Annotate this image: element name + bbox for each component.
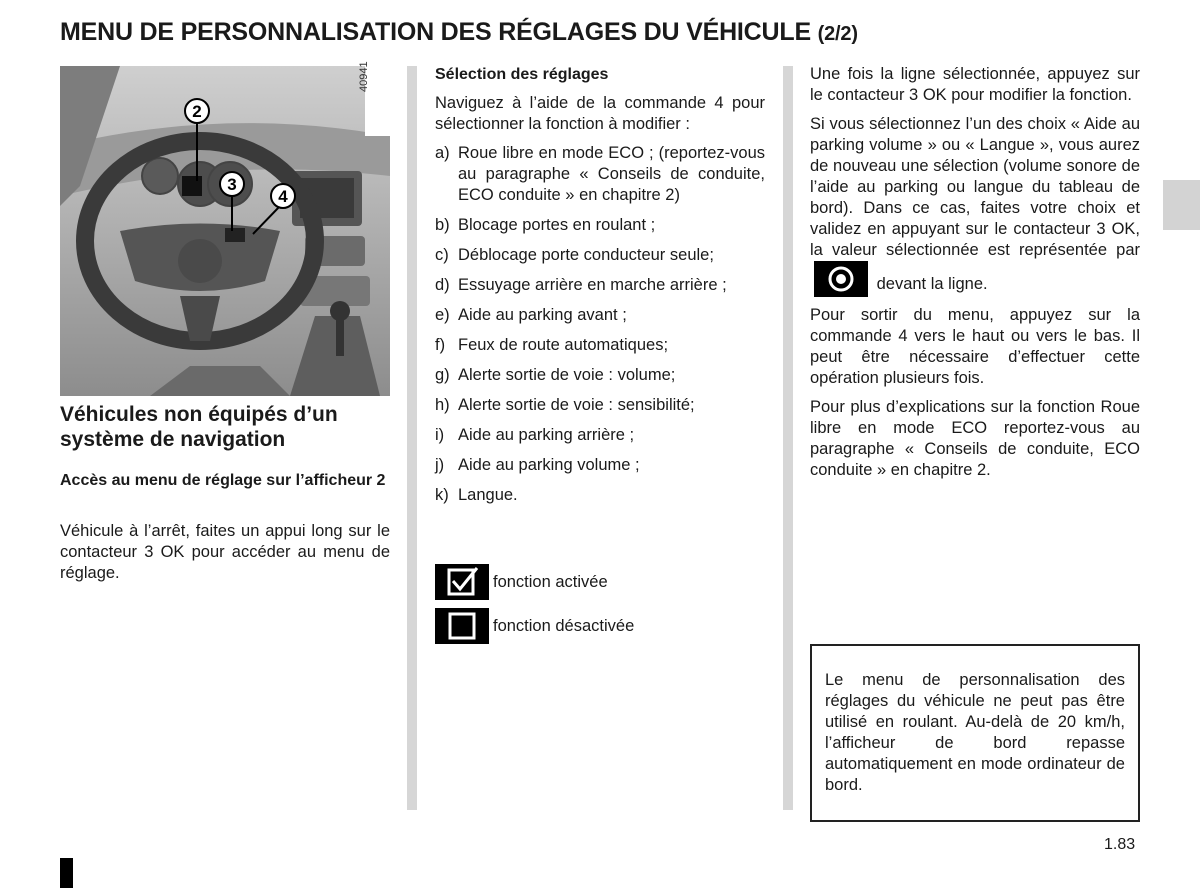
callout-2: 2 [192, 102, 202, 121]
subsection-heading: Accès au menu de réglage sur l’afficheur 2 [60, 472, 386, 489]
list-item: b) Blocage portes en roulant ; [435, 216, 656, 234]
callout-3: 3 [227, 175, 237, 194]
title-part: (2/2) [817, 23, 858, 45]
section-heading: Véhicules non équipés d’un système de navigation [60, 403, 338, 451]
settings-list [435, 143, 765, 506]
list-item: e) Aide au parking avant ; [435, 306, 627, 324]
instruction-paragraph: Si vous sélectionnez l’un des choix « Aide au parking volume » ou « Langue », vous aurez de nouveau une sélection (volume sonore de l’aide au parking ou langue du tableau de bord). Dans ce cas, faites votre choix et validez en appuyant sur le contacteur 3 OK, la valeur sélectionnée est représentée par devant la ligne. [810, 114, 1140, 297]
access-paragraph: Véhicule à l’arrêt, faites un appui long sur le contacteur 3 OK pour accéder au menu de réglage. [60, 522, 390, 582]
page-title: MENU DE PERSONNALISATION DES RÉGLAGES DU VÉHICULE (2/2) [60, 18, 858, 46]
chapter-tab [1163, 180, 1200, 230]
instruction-paragraph: Une fois la ligne sélectionnée, appuyez sur le contacteur 3 OK pour modifier la fonction. [810, 65, 1140, 104]
selection-heading: Sélection des réglages [435, 66, 609, 83]
list-item: g) Alerte sortie de voie : volume; [435, 366, 676, 384]
list-item: h) Alerte sortie de voie : sensibilité; [435, 396, 695, 414]
list-item: a) Roue libre en mode ECO ; (reportez-vous au paragraphe « Conseils de conduite, ECO conduite » en chapitre 2) [435, 144, 765, 204]
list-item: c) Déblocage porte conducteur seule; [435, 246, 714, 264]
unchecked-box-icon [435, 608, 489, 644]
legend-activated-label: fonction activée [493, 573, 608, 591]
list-item: i) Aide au parking arrière ; [435, 426, 635, 444]
legend-deactivated-label: fonction désactivée [493, 617, 635, 635]
instruction-paragraph: Pour plus d’explications sur la fonction Roue libre en mode ECO reportez-vous au paragraphe « Conseils de conduite, ECO conduite » en chapitre 2. [810, 398, 1140, 479]
selected-radio-icon [814, 261, 868, 297]
corner-mark [60, 858, 73, 888]
column-divider [407, 66, 417, 810]
callout-4: 4 [278, 187, 288, 206]
list-item: j) Aide au parking volume ; [435, 456, 640, 474]
legend-activated [435, 564, 735, 600]
list-item: f) Feux de route automatiques; [435, 336, 669, 354]
column-divider [783, 66, 793, 810]
instruction-paragraph: Pour sortir du menu, appuyez sur la commande 4 vers le haut ou vers le bas. Il peut être nécessaire d’effectuer cette opération plusieurs fois. [810, 306, 1140, 387]
checked-box-icon [435, 564, 489, 600]
page-number: 1.83 [1104, 836, 1136, 853]
dashboard-illustration [60, 61, 390, 396]
selection-intro: Naviguez à l’aide de la commande 4 pour sélectionner la fonction à modifier : [435, 94, 765, 133]
legend-deactivated [435, 608, 735, 644]
warning-note-box: Le menu de personnalisation des réglages du véhicule ne peut pas être utilisé en roulant. Au-delà de 20 km/h, l’afficheur de bord repasse automatiquement en mode ordinateur de bord. [810, 644, 1140, 822]
list-item: d) Essuyage arrière en marche arrière ; [435, 276, 727, 294]
settings-selection-column [435, 64, 765, 515]
instructions-column [810, 64, 1140, 489]
list-item: k) Langue. [435, 486, 518, 504]
figure-ref-number: 40941 [358, 61, 370, 92]
